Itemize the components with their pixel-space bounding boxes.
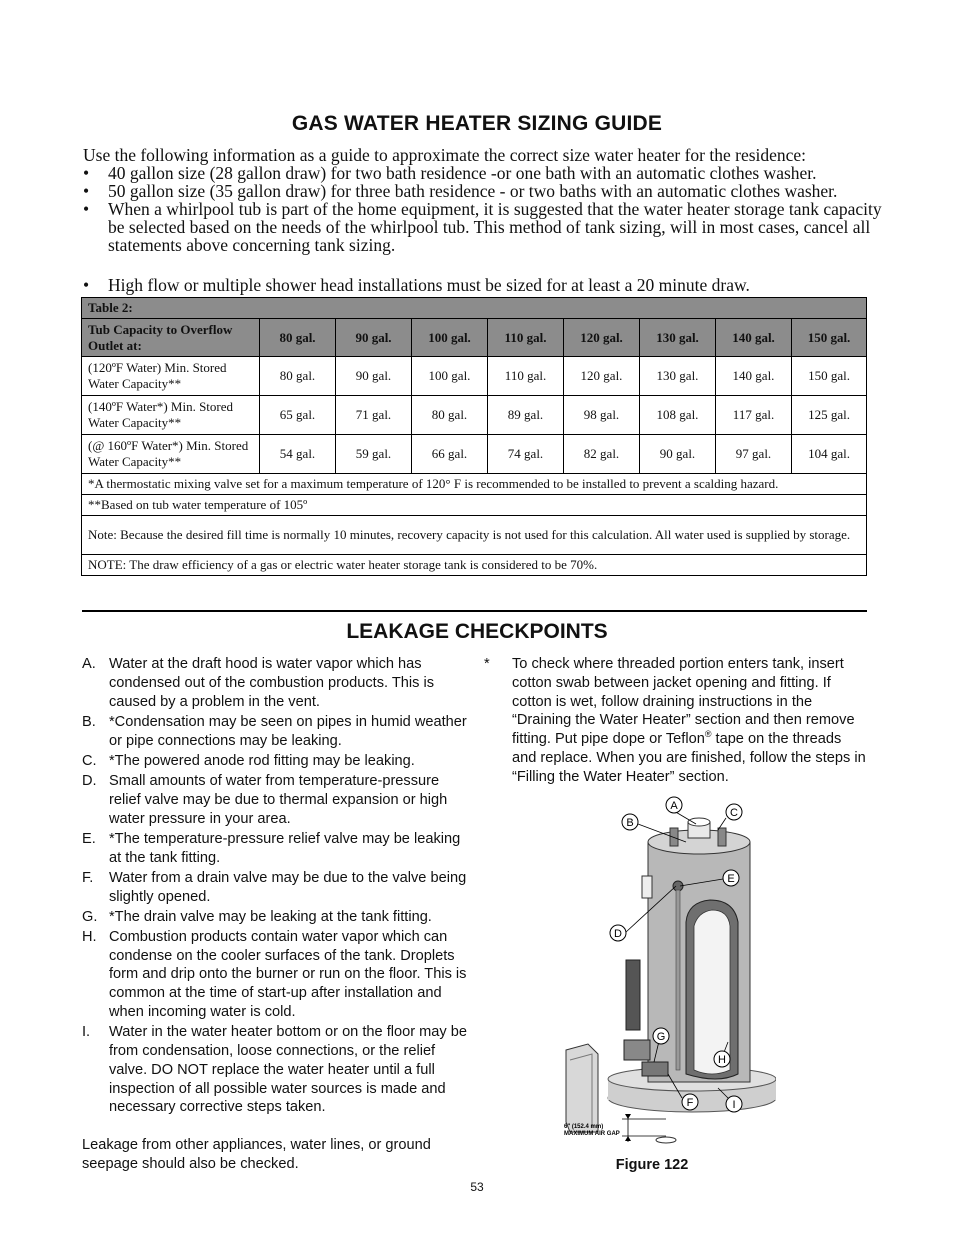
table-cell: 90 gal. [336, 357, 412, 396]
section-divider [82, 610, 867, 612]
sizing-table [81, 297, 867, 576]
list-letter: G. [82, 908, 98, 925]
table-cell: 54 gal. [260, 435, 336, 474]
note-text-before: To check where threaded portion enters tank, insert cotton swab between jacket opening and fitting. If cotton is wet, follow draining instructions in the “Draining the Water Heater” section and then remove fitting. Put pipe dope or Teflon [512, 656, 855, 748]
table-note: NOTE: The draw efficiency of a gas or electric water heater storage tank is considered to be 70%. [82, 555, 867, 576]
page-number: 53 [470, 1180, 484, 1194]
note-marker: * [484, 656, 490, 672]
sizing-bullet-list [83, 164, 883, 254]
list-item [82, 1023, 467, 1117]
figure-caption: Figure 122 [615, 1157, 689, 1173]
list-item [82, 869, 467, 907]
table-row-label: (@ 160ºF Water*) Min. Stored Water Capacity** [82, 435, 260, 474]
list-letter: F. [82, 869, 94, 886]
callout-b: B [626, 817, 634, 829]
list-item [82, 752, 467, 771]
list-item [82, 908, 467, 927]
bullet-text: 50 gallon size (35 gallon draw) for three bath residence - or two baths with an automatic clothes washer. [108, 181, 838, 201]
table-header-cell: 150 gal. [792, 319, 867, 357]
table-cell: 150 gal. [792, 357, 867, 396]
note-text [484, 655, 869, 787]
table-row [82, 396, 867, 435]
table-cell: 117 gal. [716, 396, 792, 435]
table-cell: 100 gal. [412, 357, 488, 396]
thread-check-note [484, 655, 869, 787]
bullet-marker: • [83, 181, 90, 201]
sizing-bullet-list-2 [83, 276, 883, 294]
gas-valve-icon [624, 1040, 650, 1060]
water-heater-diagram [558, 792, 776, 1144]
table-header-cell: 110 gal. [488, 319, 564, 357]
sizing-intro-block [83, 146, 883, 254]
tank-interior [694, 910, 730, 1074]
table-cell: 89 gal. [488, 396, 564, 435]
sizing-bullet [83, 276, 883, 294]
table-cell: 65 gal. [260, 396, 336, 435]
callout-c: C [730, 807, 738, 819]
table-row-label: (120ºF Water) Min. Stored Water Capacity** [82, 357, 260, 396]
gas-line-icon [626, 960, 640, 1030]
callout-f: F [686, 1097, 694, 1109]
inlet-pipe-icon [670, 828, 678, 846]
table-note: *A thermostatic mixing valve set for a maximum temperature of 120° F is recommended to be installed to prevent a scalding hazard. [82, 474, 867, 495]
list-text: *Condensation may be seen on pipes in humid weather or pipe connections may be leaking. [109, 713, 467, 749]
leakage-title: LEAKAGE CHECKPOINTS [346, 620, 608, 643]
table-cell: 130 gal. [640, 357, 716, 396]
sizing-guide-title: GAS WATER HEATER SIZING GUIDE [291, 112, 663, 135]
registered-mark: ® [704, 729, 712, 740]
callout-a: A [670, 800, 678, 812]
list-letter: E. [82, 830, 96, 847]
bullet-text: 40 gallon size (28 gallon draw) for two bath residence -or one bath with an automatic clothes washer. [108, 163, 817, 183]
list-text: *The drain valve may be leaking at the tank fitting. [109, 908, 432, 925]
list-text: Water in the water heater bottom or on the floor may be from condensation, loose connections, or the relief valve. DO NOT replace the water heater until a full inspection of all possible water sources is made and necessary corrective steps taken. [109, 1024, 467, 1116]
list-letter: H. [82, 928, 97, 945]
list-text: *The powered anode rod fitting may be leaking. [109, 752, 415, 769]
table-cell: 110 gal. [488, 357, 564, 396]
note-text-after: tape on the threads and replace. When you are finished, follow the steps in “Filling the Water Heater” section. [512, 731, 866, 785]
floor-drain-icon [656, 1137, 676, 1143]
table-header-cell: 80 gal. [260, 319, 336, 357]
air-gap-arrow-head-bottom [625, 1136, 631, 1141]
table-note-row [82, 516, 867, 555]
table-note-row [82, 555, 867, 576]
leakage-footer: Leakage from other appliances, water lines, or ground seepage should also be checked. [82, 1137, 431, 1172]
list-item [82, 655, 467, 711]
table-cell: 108 gal. [640, 396, 716, 435]
table-cell: 71 gal. [336, 396, 412, 435]
table-cell: 104 gal. [792, 435, 867, 474]
table-cell: 120 gal. [564, 357, 640, 396]
table-cell: 97 gal. [716, 435, 792, 474]
table-note: **Based on tub water temperature of 105º [82, 495, 867, 516]
bullet-marker: • [83, 163, 90, 183]
sizing-bullet [83, 200, 883, 254]
bullet-marker: • [83, 199, 90, 219]
leakage-list [82, 655, 467, 1119]
table-row [82, 357, 867, 396]
list-item [82, 772, 467, 828]
table-cell: 80 gal. [260, 357, 336, 396]
table-note-row [82, 474, 867, 495]
table-cell: 74 gal. [488, 435, 564, 474]
sizing-bullet [83, 182, 883, 200]
list-item [82, 928, 467, 1022]
control-box-icon [642, 876, 652, 898]
outlet-pipe-icon [718, 828, 726, 846]
table-header-row [82, 319, 867, 357]
bullet-marker: • [83, 275, 90, 295]
air-gap-arrow-head-top [625, 1114, 631, 1119]
air-gap-label: 6" (152.4 mm) [564, 1124, 604, 1130]
callout-g: G [656, 1031, 666, 1043]
table-cell: 125 gal. [792, 396, 867, 435]
table-caption-row [82, 298, 867, 319]
table-row [82, 435, 867, 474]
list-item [82, 713, 467, 751]
list-letter: I. [82, 1024, 91, 1041]
table-cell: 80 gal. [412, 396, 488, 435]
table-note-row [82, 495, 867, 516]
list-letter: A. [82, 656, 96, 672]
list-text: Small amounts of water from temperature-pressure relief valve may be due to thermal expansion or high water pressure in your area. [109, 772, 448, 827]
list-letter: B. [82, 713, 96, 730]
list-text: Water at the draft hood is water vapor which has condensed out of the combustion products. This is caused by a problem in the vent. [109, 656, 435, 710]
table-header-cell: 120 gal. [564, 319, 640, 357]
callout-i: I [732, 1099, 736, 1111]
bullet-text: High flow or multiple shower head installations must be sized for at least a 20 minute draw. [108, 275, 750, 295]
table-cell: 90 gal. [640, 435, 716, 474]
table-cell: 66 gal. [412, 435, 488, 474]
list-text: Combustion products contain water vapor which can condense on the cooler surfaces of the tank. Droplets form and drip onto the burner or run on the floor. This is common at the time of start-up after installation and when incoming water is cold. [109, 928, 467, 1021]
list-letter: D. [82, 772, 97, 789]
table-header-cell: 140 gal. [716, 319, 792, 357]
callout-e: E [727, 873, 735, 885]
table-header-cell: 90 gal. [336, 319, 412, 357]
draft-hood-top [688, 818, 710, 826]
table-header-cell: 100 gal. [412, 319, 488, 357]
drain-valve-icon [642, 1062, 668, 1076]
table-cell: 59 gal. [336, 435, 412, 474]
callout-h: H [718, 1054, 726, 1066]
sizing-intro-text: Use the following information as a guide to approximate the correct size water heater for the residence: [83, 145, 807, 165]
air-gap-label-2: MAXIMUM AIR GAP [564, 1131, 620, 1137]
table-row-label: (140ºF Water*) Min. Stored Water Capacity** [82, 396, 260, 435]
list-letter: C. [82, 752, 97, 769]
table-cell: 82 gal. [564, 435, 640, 474]
discharge-line [676, 890, 680, 1070]
list-item [82, 830, 467, 868]
table-header-cell: Tub Capacity to Overflow Outlet at: [82, 319, 260, 357]
table-header-cell: 130 gal. [640, 319, 716, 357]
table-cell: 98 gal. [564, 396, 640, 435]
list-text: Water from a drain valve may be due to the valve being slightly opened. [109, 869, 467, 905]
table-note: Note: Because the desired fill time is normally 10 minutes, recovery capacity is not used for this calculation. All water used is supplied by storage. [82, 516, 867, 555]
callout-d: D [614, 928, 622, 940]
table-cell: 140 gal. [716, 357, 792, 396]
bullet-text: When a whirlpool tub is part of the home equipment, it is suggested that the water heater storage tank capacity be selected based on the needs of the whirlpool tub. This method of tank sizing, will in most cases, cancel all statements above concerning tank sizing. [108, 199, 882, 255]
sizing-bullet [83, 164, 883, 182]
list-text: *The temperature-pressure relief valve may be leaking at the tank fitting. [109, 830, 461, 866]
table-caption: Table 2: [82, 298, 867, 319]
